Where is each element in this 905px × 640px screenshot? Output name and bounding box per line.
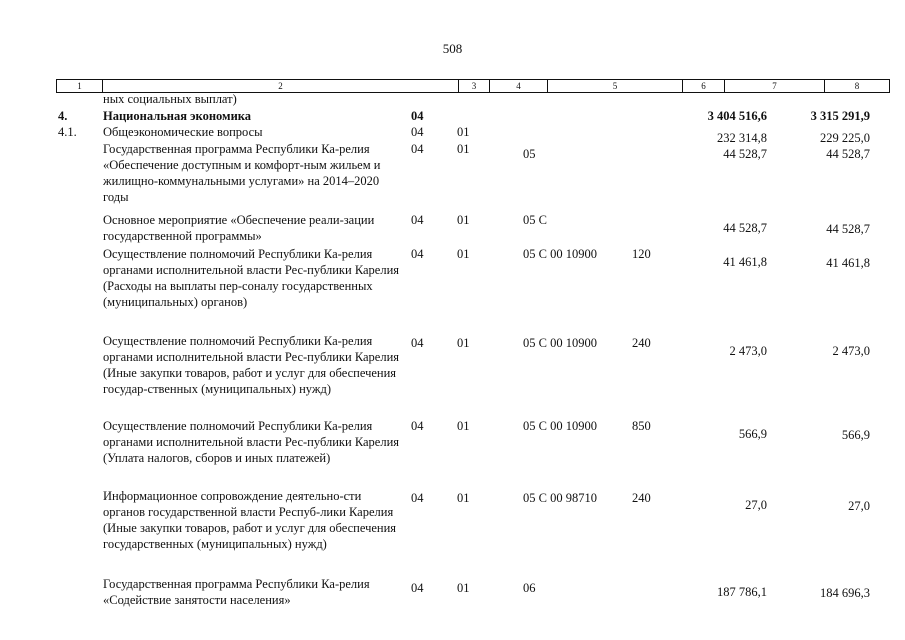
row-name: Государственная программа Республики Ка-релия «Обеспечение доступным и комфорт-ным жильем и жилищно-коммунальными услугами» на 2014–2020 годы (103, 142, 381, 204)
expense-type-code: 240 (632, 491, 651, 505)
header-col-4: 4 (490, 80, 548, 92)
amount-col-7: 27,0 (745, 498, 767, 512)
amount-col-8: 566,9 (841, 428, 870, 442)
header-col-8: 8 (854, 81, 860, 91)
amount-col-8: 184 696,3 (820, 586, 870, 600)
amount-col-8: 27,0 (848, 499, 870, 513)
target-code: 06 (523, 581, 536, 595)
amount-col-7: 3 404 516,6 (707, 109, 767, 123)
section-code: 04 (411, 213, 424, 227)
subsection-code: 01 (457, 336, 470, 350)
page-number: 508 (442, 41, 463, 56)
section-code: 04 (411, 491, 424, 505)
target-code: 05 С 00 10900 (523, 419, 597, 433)
section-code: 04 (411, 125, 424, 139)
header-col-3: 3 (459, 80, 490, 92)
expense-type-code: 850 (632, 419, 651, 433)
header-col-6: 6 (683, 80, 725, 92)
section-code: 04 (411, 336, 424, 350)
amount-col-8: 229 225,0 (820, 131, 870, 145)
target-code: 05 С 00 10900 (523, 336, 597, 350)
row-name: Осуществление полномочий Республики Ка-релия органами исполнительной власти Рес-публики Карелия (Расходы на выплаты пер-соналу государственных (муниципальных) органов) (103, 247, 400, 309)
section-code: 04 (411, 419, 424, 433)
amount-col-7: 566,9 (738, 427, 767, 441)
header-col-5: 5 (548, 80, 683, 92)
section-code: 04 (411, 109, 424, 123)
section-code: 04 (411, 142, 424, 156)
header-col-7: 7 (725, 80, 825, 92)
target-code: 05 (523, 147, 536, 161)
header-col-2: 2 (103, 80, 459, 92)
amount-col-8: 41 461,8 (826, 256, 870, 270)
row-number: 4. (58, 109, 68, 123)
row-name: Информационное сопровождение деятельно-сти органов государственной власти Респуб-лики Карелия (Иные закупки товаров, работ и услуг для обеспечения государственных (муниципальных) нужд) (103, 489, 397, 551)
row-name: Общеэкономические вопросы (103, 125, 263, 139)
amount-col-7: 2 473,0 (729, 344, 767, 358)
amount-col-7: 44 528,7 (723, 221, 767, 235)
row-name: ных социальных выплат) (103, 92, 237, 106)
section-code: 04 (411, 247, 424, 261)
expense-type-code: 120 (632, 247, 651, 261)
header-col-1: 1 (57, 80, 103, 92)
row-name: Основное мероприятие «Обеспечение реали-зации государственной программы» (103, 213, 375, 243)
amount-col-8: 2 473,0 (832, 344, 870, 358)
row-number: 4.1. (58, 125, 77, 139)
subsection-code: 01 (457, 491, 470, 505)
subsection-code: 01 (457, 142, 470, 156)
row-name: Осуществление полномочий Республики Ка-релия органами исполнительной власти Рес-публики Карелия (Уплата налогов, сборов и иных платежей) (103, 419, 400, 465)
subsection-code: 01 (457, 213, 470, 227)
amount-col-7: 187 786,1 (717, 585, 767, 599)
row-name: Государственная программа Республики Ка-релия «Содействие занятости населения» (103, 577, 370, 607)
amount-col-7: 41 461,8 (723, 255, 767, 269)
amount-col-7: 44 528,7 (723, 147, 767, 161)
subsection-code: 01 (457, 419, 470, 433)
row-name: Осуществление полномочий Республики Ка-релия органами исполнительной власти Рес-публики Карелия (Иные закупки товаров, работ и услуг для обеспечения государ-ственных (муниципальных) нужд) (103, 334, 400, 396)
expense-type-code: 240 (632, 336, 651, 350)
amount-col-7: 232 314,8 (717, 131, 767, 145)
amount-col-8: 44 528,7 (826, 222, 870, 236)
target-code: 05 С (523, 213, 547, 227)
target-code: 05 С 00 98710 (523, 491, 597, 505)
subsection-code: 01 (457, 125, 470, 139)
subsection-code: 01 (457, 581, 470, 595)
row-name: Национальная экономика (103, 109, 252, 123)
section-code: 04 (411, 581, 424, 595)
amount-col-8: 3 315 291,9 (810, 109, 870, 123)
target-code: 05 С 00 10900 (523, 247, 597, 261)
amount-col-8: 44 528,7 (826, 147, 870, 161)
subsection-code: 01 (457, 247, 470, 261)
